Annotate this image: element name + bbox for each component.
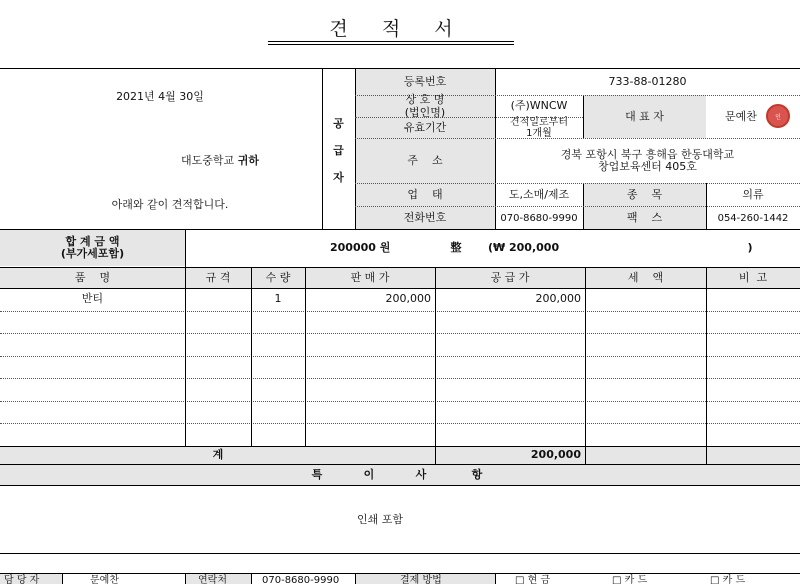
table-cell xyxy=(585,401,706,424)
table-cell xyxy=(251,423,305,446)
table-cell xyxy=(185,288,251,311)
table-cell xyxy=(305,333,435,356)
table-cell xyxy=(251,311,305,334)
table-cell xyxy=(435,356,585,379)
table-cell xyxy=(305,401,435,424)
fax: 054-260-1442 xyxy=(717,212,789,224)
table-cell xyxy=(585,311,706,334)
table-cell xyxy=(185,333,251,356)
manager: 문예찬 xyxy=(90,575,119,584)
company-name: (주)WNCW xyxy=(510,99,568,113)
total-label: 합 계 금 액 (부가세포함) xyxy=(60,234,125,260)
table-cell xyxy=(185,311,251,334)
table-cell xyxy=(0,356,185,379)
rep-label: 대 표 자 xyxy=(625,109,664,123)
table-cell xyxy=(305,378,435,401)
table-cell: 200,000 xyxy=(385,292,431,306)
table-cell xyxy=(435,401,585,424)
table-cell xyxy=(585,333,706,356)
table-cell xyxy=(305,356,435,379)
table-header: 품 명 xyxy=(74,270,111,284)
table-cell xyxy=(251,333,305,356)
table-cell xyxy=(251,356,305,379)
table-cell xyxy=(585,423,706,446)
table-header: 공 급 가 xyxy=(490,270,530,284)
table-cell xyxy=(185,401,251,424)
contact: 070-8680-9990 xyxy=(262,575,340,584)
total-amount-num: (₩ 200,000 xyxy=(488,240,560,254)
validity: 견적일로부터 1개월 xyxy=(510,117,568,139)
notes-text: 인쇄 포함 xyxy=(356,512,403,526)
table-cell xyxy=(305,423,435,446)
table-header: 수 량 xyxy=(265,270,291,284)
notes-label-3: 사 xyxy=(415,467,427,481)
reg-no-label: 등록번호 xyxy=(403,74,447,88)
sum-row-bg xyxy=(0,447,800,465)
document-title: 견 적 서 xyxy=(329,18,467,40)
table-cell xyxy=(251,378,305,401)
table-header: 판 매 가 xyxy=(350,270,390,284)
table-cell xyxy=(585,378,706,401)
title-underline-2 xyxy=(268,44,514,45)
table-cell xyxy=(585,356,706,379)
table-cell xyxy=(0,401,185,424)
total-amount-text: 200000 원 xyxy=(330,240,391,254)
table-cell xyxy=(706,378,800,401)
quote-intro: 아래와 같이 견적합니다. xyxy=(111,197,229,211)
company-seal: 인 xyxy=(766,104,790,128)
sum-supply: 200,000 xyxy=(530,447,581,461)
fax-label: 팩 스 xyxy=(626,210,663,224)
validity-label: 유효기간 xyxy=(403,120,447,134)
reg-no: 733-88-01280 xyxy=(608,74,687,88)
table-cell xyxy=(251,401,305,424)
recipient xyxy=(160,152,280,170)
address-label: 주 소 xyxy=(407,153,443,167)
table-cell: 1 xyxy=(274,292,282,306)
payment-option-card[interactable]: □ 카 드 xyxy=(612,575,648,584)
table-cell xyxy=(0,333,185,356)
business-type-label: 업 태 xyxy=(407,187,443,201)
total-won-word: 整 xyxy=(450,240,462,254)
table-cell xyxy=(185,423,251,446)
payment-option-card-2[interactable]: □ 카 드 xyxy=(710,575,746,584)
sum-label: 계 xyxy=(212,447,224,461)
payment-label: 결제 방법 xyxy=(400,575,442,584)
table-cell xyxy=(435,378,585,401)
table-cell xyxy=(706,356,800,379)
table-cell xyxy=(305,311,435,334)
contact-label: 연락처 xyxy=(198,575,227,584)
table-cell xyxy=(706,401,800,424)
phone-label: 전화번호 xyxy=(403,210,447,224)
rep-name: 문예찬 xyxy=(725,109,757,123)
recipient-name: 대도중학교 xyxy=(181,153,235,167)
payment-option-cash[interactable]: □ 현 금 xyxy=(515,575,551,584)
table-cell xyxy=(435,423,585,446)
item-label: 종 목 xyxy=(626,187,663,201)
quote-date: 2021년 4월 30일 xyxy=(116,89,204,103)
table-cell: 200,000 xyxy=(535,292,581,306)
table-cell xyxy=(706,311,800,334)
supplier-side-label: 공 급 자 xyxy=(333,117,344,184)
table-cell xyxy=(435,333,585,356)
total-close-paren: ) xyxy=(747,240,753,254)
company-label: 상 호 명 (법인명) xyxy=(404,93,446,119)
notes-label-1: 특 xyxy=(311,467,323,481)
phone: 070-8680-9990 xyxy=(500,212,578,224)
table-cell xyxy=(0,378,185,401)
title-underline xyxy=(268,41,514,42)
table-cell xyxy=(435,311,585,334)
address: 경북 포항시 북구 흥해읍 한동대학교 창업보육센터 405호 xyxy=(560,147,735,173)
table-cell xyxy=(0,423,185,446)
notes-label-4: 항 xyxy=(471,467,483,481)
manager-label: 담 당 자 xyxy=(4,575,40,584)
table-cell xyxy=(585,288,706,311)
table-cell xyxy=(706,423,800,446)
table-cell xyxy=(706,333,800,356)
table-header: 비 고 xyxy=(738,270,768,284)
business-type: 도,소매/제조 xyxy=(508,187,570,201)
item: 의류 xyxy=(742,187,764,201)
table-cell xyxy=(706,288,800,311)
table-cell xyxy=(185,356,251,379)
table-header: 세 액 xyxy=(627,270,664,284)
table-cell xyxy=(0,311,185,334)
table-header: 규 격 xyxy=(205,270,231,284)
table-cell: 반티 xyxy=(81,292,104,306)
recipient-suffix: 귀하 xyxy=(237,153,259,167)
notes-label-bg xyxy=(0,465,800,485)
notes-label-2: 이 xyxy=(363,467,375,481)
table-cell xyxy=(185,378,251,401)
